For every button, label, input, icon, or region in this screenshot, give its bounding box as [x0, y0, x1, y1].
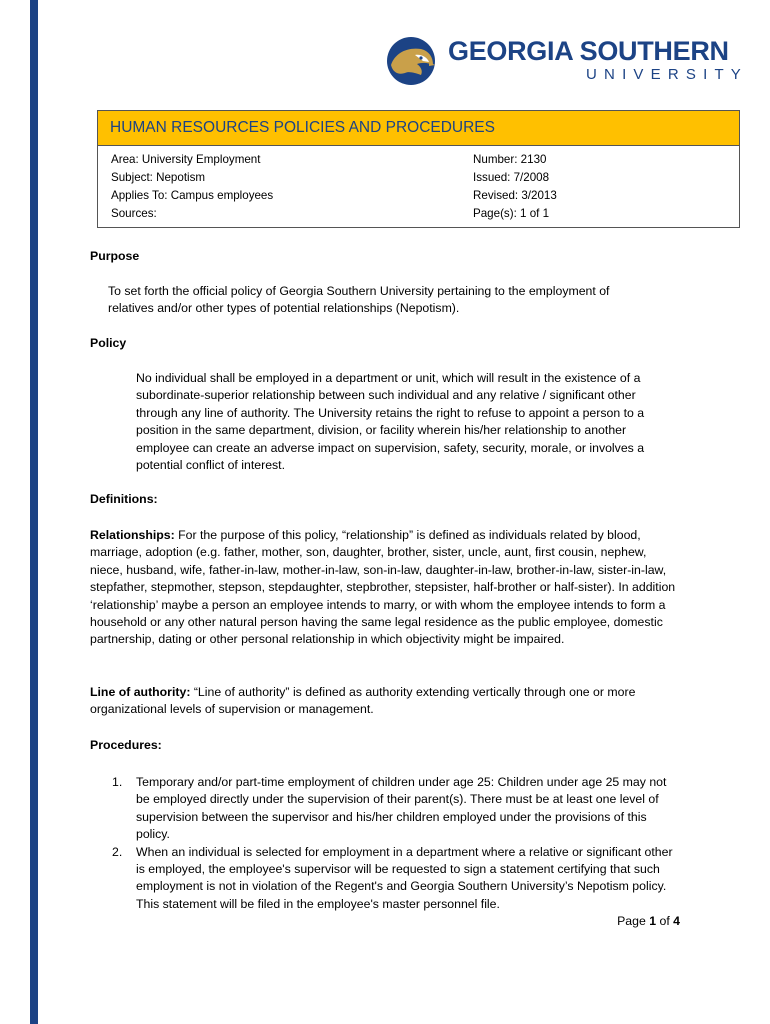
- meta-applies-to: Applies To: Campus employees: [111, 189, 274, 202]
- relationships-text: For the purpose of this policy, “relationship” is defined as individuals related by blood, marriage, adoption (e.g. father, mother, son, daughter, brother, sister, uncle, aunt, first cousin, nephew, niece, husband, wife, father-in-law, mother-in-law, son-in-law, daughter-in-law, brother-in-law, sister-in-law, stepfather, stepmother, stepson, stepdaughter, stepbrother, stepsister, half-brother or half-sister). In addition ‘relationship’ maybe a person an employee intends to marry, or with whom the employee intends to form a household or any other natural person having the same legal residence as the public employee, domestic partnership, dating or other personal relationship in which objectivity might be impaired.: [90, 528, 676, 647]
- logo-subtitle: UNIVERSITY: [586, 66, 749, 83]
- meta-sources: Sources:: [111, 207, 157, 220]
- left-accent-bar: [30, 0, 38, 1024]
- policy-header-box: [97, 110, 740, 228]
- procedures-list: [90, 774, 680, 913]
- logo-title: GEORGIA SOUTHERN: [448, 36, 729, 66]
- line-of-authority-text: “Line of authority” is defined as authority extending vertically through one or more organizational levels of supervision or management.: [90, 685, 636, 717]
- eagle-head-icon: [385, 35, 437, 87]
- list-item-text: Temporary and/or part-time employment of children under age 25: Children under age 25 may not be employed directly under the supervision of their parent(s). There must be at least one level of supervision between the supervisor and his/her children employed under the provisions of this policy.: [136, 775, 667, 842]
- page-current: 1: [649, 914, 657, 928]
- policy-header-bar: [98, 111, 739, 146]
- policy-header-title: HUMAN RESOURCES POLICIES AND PROCEDURES: [110, 119, 495, 136]
- list-item-text: When an individual is selected for employment in a department where a relative or significant other is employed, the employee's supervisor will be requested to sign a statement certifying that such employment is not in violation of the Regent's and Georgia Southern University’s Nepotism policy. This statement will be filed in the employee's master personnel file.: [136, 844, 673, 911]
- relationships-label: Relationships:: [90, 528, 175, 542]
- meta-subject: Subject: Nepotism: [111, 171, 206, 184]
- relationships-definition: [90, 527, 680, 649]
- meta-number: Number: 2130: [473, 153, 547, 166]
- list-item-number: 2.: [112, 844, 123, 859]
- meta-issued: Issued: 7/2008: [473, 171, 550, 184]
- list-item: [90, 774, 680, 844]
- page-number: [617, 914, 680, 928]
- list-item-number: 1.: [112, 775, 123, 789]
- page-total: 4: [673, 914, 680, 928]
- definitions-heading: Definitions:: [90, 492, 158, 506]
- procedures-heading: Procedures:: [90, 738, 162, 752]
- meta-pages: Page(s): 1 of 1: [473, 207, 550, 220]
- line-of-authority-label: Line of authority:: [90, 685, 191, 699]
- page-label: Page: [617, 914, 650, 928]
- page-of: of: [656, 914, 674, 928]
- list-item: [90, 844, 680, 914]
- policy-meta-right: [473, 151, 557, 223]
- meta-revised: Revised: 3/2013: [473, 189, 557, 202]
- policy-text: No individual shall be employed in a department or unit, which will result in the existence of a subordinate-superior relationship between such individual and any relative / significant other through any line of authority. The University retains the right to refuse to appoint a person to a position in the same department, division, or facility wherein his/her relationship to another employee can create an adverse impact on supervision, safety, security, morale, or involves a potential conflict of interest.: [136, 371, 645, 473]
- meta-area: Area: University Employment: [111, 153, 261, 166]
- line-of-authority-definition: [90, 684, 680, 719]
- purpose-heading: Purpose: [90, 249, 140, 263]
- policy-meta-left: [111, 151, 273, 223]
- policy-heading: Policy: [90, 336, 127, 350]
- purpose-text: To set forth the official policy of Georgia Southern University pertaining to the employment of relatives and/or other types of potential relationships (Nepotism).: [108, 284, 610, 316]
